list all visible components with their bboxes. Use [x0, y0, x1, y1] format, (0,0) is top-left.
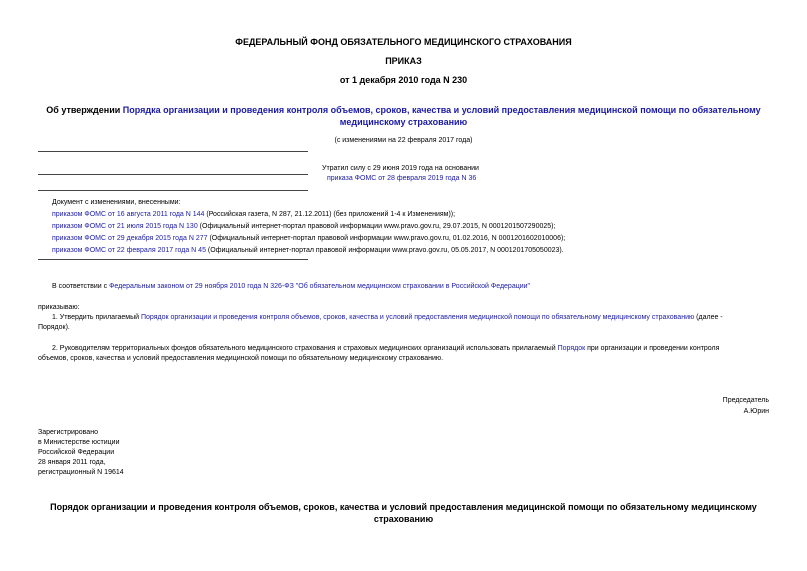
expired-link[interactable]: приказа ФОМС от 28 февраля 2019 года N 36 [327, 175, 477, 182]
paragraph-2-line2: объемов, сроков, качества и условий предоставления медицинской помощи по обязательному медицинскому страхованию. [38, 355, 444, 362]
paragraph-2 [52, 344, 719, 354]
amendment-details: (Российская газета, N 287, 21.12.2011) (без приложений 1-4 к Изменениям)); [204, 211, 456, 218]
amendment-item [52, 246, 564, 256]
amendment-link[interactable]: приказом ФОМС от 22 февраля 2017 года N 45 [52, 247, 206, 254]
amendment-link[interactable]: приказом ФОМС от 21 июля 2015 года N 130 [52, 223, 198, 230]
paragraph-1-line2: Порядок). [38, 324, 70, 331]
registration-line: в Министерстве юстиции [38, 439, 120, 446]
appendix-title-line1: Порядок организации и проведения контроля объемов, сроков, качества и условий предоставления медицинской помощи по обязательному медицинскому [50, 502, 757, 512]
registration-line: Зарегистрировано [38, 429, 98, 436]
amendment-link[interactable]: приказом ФОМС от 29 декабря 2015 года N 277 [52, 235, 208, 242]
appendix-title-line2: страхованию [373, 514, 434, 524]
changes-note: (с изменениями на 22 февраля 2017 года) [334, 137, 473, 144]
divider-line [38, 174, 308, 175]
divider-line [38, 151, 308, 152]
amendment-item [52, 210, 455, 220]
procedure-link[interactable]: Порядок организации и проведения контроля объемов, сроков, качества и условий предоставления медицинской помощи по обязательному медицинскому страхованию [140, 314, 695, 321]
p2-prefix: 2. Руководителям территориальных фондов обязательного медицинского страхования и страховых медицинских организаций использовать прилагаемый [52, 345, 558, 352]
accordance-paragraph [52, 282, 530, 292]
p1-prefix: 1. Утвердить прилагаемый [52, 314, 141, 321]
paragraph-1 [52, 313, 768, 323]
registration-block [38, 428, 124, 478]
expired-text: Утратил силу с 29 июня 2019 года на основании [322, 165, 479, 172]
title-link-line2[interactable]: медицинскому страхованию [339, 117, 468, 127]
divider-line [38, 259, 308, 260]
title-prefix: Об утверждении [46, 105, 123, 115]
title-link[interactable]: Порядка организации и проведения контроля объемов, сроков, качества и условий предоставления медицинской помощи по обязательному [122, 105, 761, 115]
document-title [0, 104, 807, 128]
divider-line [38, 190, 308, 191]
amendment-details: (Официальный интернет-портал правовой информации www.pravo.gov.ru, 01.02.2016, N 0001201602010006); [207, 235, 566, 242]
amendment-item [52, 222, 555, 232]
federal-law-link[interactable]: Федеральным законом от 29 ноября 2010 года N 326-ФЗ "Об обязательном медицинском страховании в Российской Федерации" [109, 283, 531, 290]
doc-date: от 1 декабря 2010 года N 230 [339, 75, 468, 85]
orders-text: приказываю: [38, 304, 80, 311]
doc-type: ПРИКАЗ [385, 56, 422, 66]
registration-line: Российской Федерации [38, 449, 115, 456]
accordance-prefix: В соответствии с [52, 283, 110, 290]
amendments-intro: Документ с изменениями, внесенными: [52, 199, 181, 206]
signatory-name: А.Юрин [743, 408, 769, 415]
amendment-details: (Официальный интернет-портал правовой информации www.pravo.gov.ru, 29.07.2015, N 0001201507290025); [197, 223, 556, 230]
amendment-details: (Официальный интернет-портал правовой информации www.pravo.gov.ru, 05.05.2017, N 0001201705050023). [205, 247, 564, 254]
signatory-role: Председатель [722, 397, 769, 404]
p2-suffix: при организации и проведении контроля [585, 345, 720, 352]
registration-line: 28 января 2011 года, [38, 459, 106, 466]
p1-suffix: (далее - [694, 314, 723, 321]
procedure-link[interactable]: Порядок [557, 345, 586, 352]
appendix-title [0, 501, 807, 525]
amendment-item [52, 234, 565, 244]
amendment-link[interactable]: приказом ФОМС от 16 августа 2011 года N 144 [52, 211, 205, 218]
registration-line: регистрационный N 19614 [38, 469, 124, 476]
org-name: ФЕДЕРАЛЬНЫЙ ФОНД ОБЯЗАТЕЛЬНОГО МЕДИЦИНСКОГО СТРАХОВАНИЯ [235, 37, 572, 47]
